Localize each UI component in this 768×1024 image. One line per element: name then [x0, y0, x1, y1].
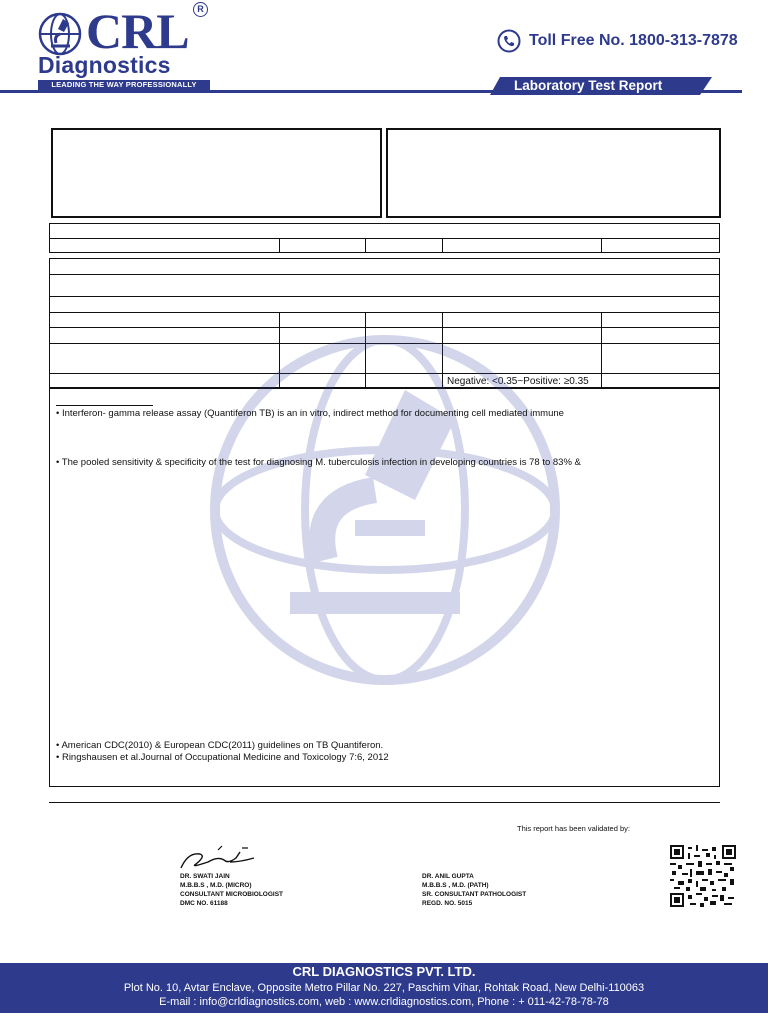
sample-info-box — [386, 128, 721, 218]
end-of-report-rule — [49, 802, 720, 803]
doctor-1-degree: M.B.B.S , M.D. (MICRO) — [180, 882, 252, 889]
globe-microscope-watermark — [205, 330, 565, 690]
table-divider — [49, 312, 720, 313]
footer-address: Plot No. 10, Avtar Enclave, Opposite Metro Pillar No. 227, Paschim Vihar, Rohtak Road, New Delhi-110063 — [123, 982, 645, 994]
doctor-2-signature-block — [422, 872, 526, 908]
doctor-1-signature-block — [180, 872, 283, 908]
doctor-2-name: DR. ANIL GUPTA — [422, 873, 474, 880]
registered-mark: R — [193, 2, 208, 17]
globe-microscope-logo-icon — [36, 10, 84, 58]
table-divider — [49, 274, 720, 275]
toll-free-number: Toll Free No. 1800-313-7878 — [529, 32, 738, 49]
note-item: • Ringshausen et al.Journal of Occupational Medicine and Toxicology 7:6, 2012 — [56, 752, 389, 763]
logo-diagnostics-text: Diagnostics — [38, 52, 171, 78]
note-item: • American CDC(2010) & European CDC(2011) guidelines on TB Quantiferon. — [56, 740, 384, 751]
doctor-1-registration: DMC NO. 61188 — [180, 900, 228, 907]
doctor-1-title: CONSULTANT MICROBIOLOGIST — [180, 891, 284, 898]
column-divider — [601, 312, 602, 388]
column-divider — [279, 238, 280, 253]
phone-icon — [497, 29, 521, 53]
note-item: • The pooled sensitivity & specificity of the test for diagnosing M. tuberculosis infection in developing countries is 78 to 83% & — [56, 457, 581, 468]
logo-crl-text: CRL — [86, 3, 189, 59]
qr-code-icon — [670, 845, 736, 907]
column-divider — [365, 238, 366, 253]
doctor-2-title: SR. CONSULTANT PATHOLOGIST — [422, 891, 527, 898]
doctor-2-registration: REGD. NO. 5015 — [422, 900, 473, 907]
logo-tagline: LEADING THE WAY PROFESSIONALLY — [38, 80, 210, 90]
note-item: • Interferon- gamma release assay (Quantiferon TB) is an in vitro, indirect method for documenting cell mediated immune — [56, 408, 564, 419]
table-divider — [49, 327, 720, 328]
reference-range: Negative: <0.35~Positive: ≥0.35 — [447, 376, 589, 387]
report-title: Laboratory Test Report — [514, 78, 663, 93]
doctor-1-name: DR. SWATI JAIN — [180, 873, 230, 880]
table-divider — [49, 238, 720, 239]
footer-contact: E-mail : info@crldiagnostics.com, web : www.crldiagnostics.com, Phone : + 011-42-78-78-78 — [159, 996, 609, 1008]
column-divider — [442, 238, 443, 253]
doctor-2-degree: M.B.B.S , M.D. (PATH) — [422, 882, 489, 889]
validated-by-label: This report has been validated by: — [517, 824, 630, 833]
signature-image — [178, 842, 258, 872]
notes-rule — [56, 405, 153, 406]
column-divider — [601, 238, 602, 253]
table-divider — [49, 296, 720, 297]
patient-info-box — [51, 128, 382, 218]
footer-company-name: CRL DIAGNOSTICS PVT. LTD. — [292, 964, 476, 979]
